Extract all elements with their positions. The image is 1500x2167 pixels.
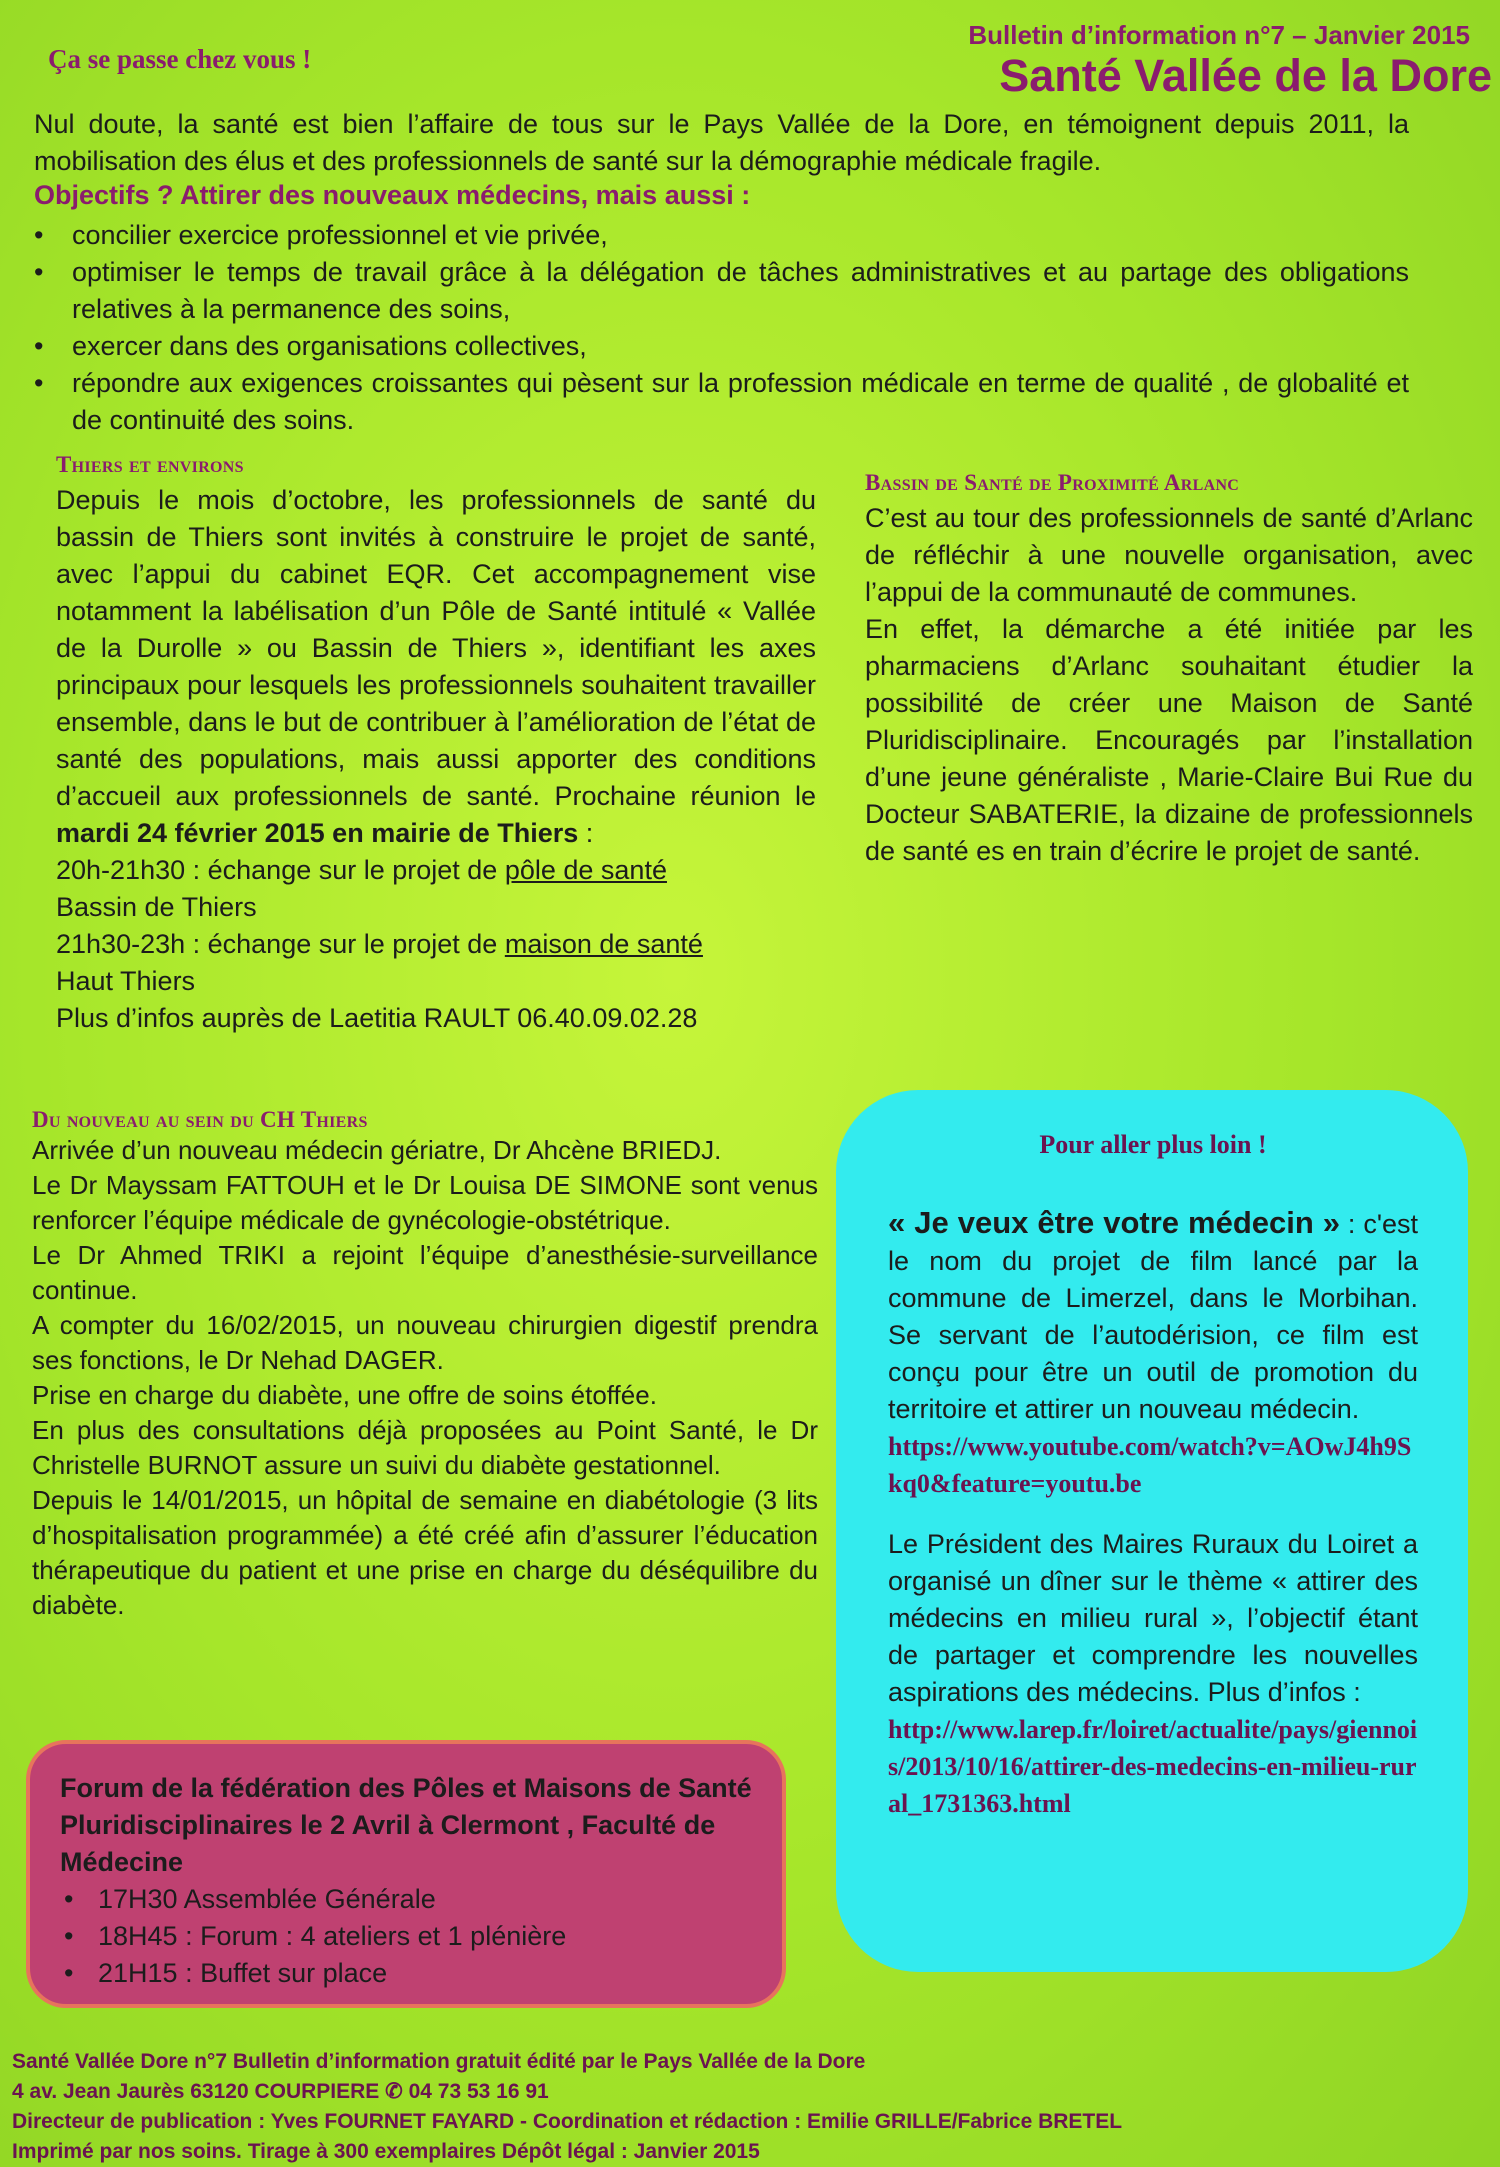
intro-text: Nul doute, la santé est bien l’affaire de tous sur le Pays Vallée de la Dore, en témoignent depuis 2011, la mobilisation des élus et des professionnels de santé sur la démographie médicale fragile. [34,109,1409,176]
footer-line: 4 av. Jean Jaurès 63120 COURPIERE ✆ 04 73 53 16 91 [12,2080,549,2103]
larep-link[interactable]: http://www.larep.fr/loiret/actualite/pays/giennois/2013/10/16/attirer-des-medecins-en-milieu-rural_1731363.html [888,1715,1418,1818]
maison-sante-link[interactable]: maison de santé [504,929,703,959]
ch-paragraph: Le Dr Ahmed TRIKI a rejoint l’équipe d’anesthésie-surveillance continue. [32,1240,818,1305]
thiers-section [56,452,816,1037]
list-item: • répondre aux exigences croissantes qui pèsent sur la profession médicale en terme de qualité , de globalité et de continuité des soins. [34,365,1409,439]
objectives-list [34,217,1409,439]
bulletin-info: Bulletin d’information n°7 – Janvier 2015 [968,20,1470,50]
film-text: : c'est le nom du projet de film lancé par la commune de Limerzel, dans le Morbihan. Se servant de l’autodérision, ce film est conçu pour être un outil de promotion du territoire et attirer un nouveau médecin. [888,1209,1418,1424]
slot1-prefix: 20h-21h30 : échange sur le projet de [56,855,505,885]
meeting-date: mardi 24 février 2015 en mairie de Thiers [56,818,579,848]
further-info-box [836,1090,1468,1972]
list-item: • 17H30 Assemblée Générale [60,1881,752,1918]
ch-paragraph: Depuis le 14/01/2015, un hôpital de semaine en diabétologie (3 lits d’hospitalisation programmée) a été créé afin d’assurer l’éducation thérapeutique du patient et une prise en charge du déséquilibre du diabète. [32,1485,818,1620]
thiers-body [56,482,816,852]
meeting-slot-1 [56,852,816,926]
further-title: Pour aller plus loin ! [1039,1130,1267,1159]
ch-paragraph: Arrivée d’un nouveau médecin gériatre, Dr Ahcène BRIEDJ. [32,1135,722,1165]
list-item: • 18H45 : Forum : 4 ateliers et 1 plénière [60,1918,752,1955]
ch-paragraph: Le Dr Mayssam FATTOUH et le Dr Louisa DE SIMONE sont venus renforcer l’équipe médicale de gynécologie-obstétrique. [32,1170,818,1235]
tagline: Ça se passe chez vous ! [48,44,312,74]
slot1-suffix: Bassin de Thiers [56,892,257,922]
meeting-colon: : [578,818,594,848]
ch-paragraph: Prise en charge du diabète, une offre de soins étoffée. [32,1380,657,1410]
list-item: • 21H15 : Buffet sur place [60,1955,752,1992]
pole-sante-link[interactable]: pôle de santé [504,855,667,885]
objectives-title: Objectifs ? Attirer des nouveaux médecins, mais aussi : [34,180,751,210]
meeting-slot-2 [56,926,816,1000]
thiers-contact: Plus d’infos auprès de Laetitia RAULT 06.40.09.02.28 [56,1003,698,1033]
list-item: • exercer dans des organisations collectives, [34,328,1409,365]
forum-schedule [60,1881,752,1992]
ch-paragraph: En plus des consultations déjà proposées au Point Santé, le Dr Christelle BURNOT assure un suivi du diabète gestationnel. [32,1415,818,1480]
dinner-paragraph: Le Président des Maires Ruraux du Loiret a organisé un dîner sur le thème « attirer des médecins en milieu rural », l’objectif étant de partager et comprendre les nouvelles aspirations des médecins. Plus d’infos : [888,1529,1418,1707]
footer-line: Imprimé par nos soins. Tirage à 300 exemplaires Dépôt légal : Janvier 2015 [12,2140,760,2163]
page-title: Santé Vallée de la Dore [999,50,1492,101]
youtube-link[interactable]: https://www.youtube.com/watch?v=AOwJ4h9Skq0&feature=youtu.be [888,1432,1412,1498]
arlanc-paragraph-1: C’est au tour des professionnels de santé d’Arlanc de réfléchir à une nouvelle organisation, avec l’appui de la communauté de communes. [865,503,1473,607]
film-paragraph [888,1204,1418,1428]
footer-line: Santé Vallée Dore n°7 Bulletin d’information gratuit édité par le Pays Vallée de la Dore [12,2050,866,2073]
list-item: • optimiser le temps de travail grâce à la délégation de tâches administratives et au partage des obligations relatives à la permanence des soins, [34,254,1409,328]
film-quote: « Je veux être votre médecin » [888,1205,1341,1240]
ch-thiers-section [32,1107,818,1623]
section-title-arlanc: Bassin de Santé de Proximité Arlanc [865,470,1240,495]
forum-title: Forum de la fédération des Pôles et Maisons de Santé Pluridisciplinaires le 2 Avril à Clermont , Faculté de Médecine [60,1773,752,1877]
arlanc-paragraph-2: En effet, la démarche a été initiée par les pharmaciens d’Arlanc souhaitant étudier la possibilité de créer une Maison de Santé Pluridisciplinaire. Encouragés par l’installation d’une jeune généraliste , Marie-Claire Bui Rue du Docteur SABATERIE, la dizaine de professionnels de santé es en train d’écrire le projet de santé. [865,614,1473,866]
thiers-body-text: Depuis le mois d’octobre, les professionnels de santé du bassin de Thiers sont invités à construire le projet de santé, avec l’appui du cabinet EQR. Cet accompagnement vise notamment la labélisation d’un Pôle de Santé intitulé « Vallée de la Durolle » ou Bassin de Thiers », identifiant les axes principaux pour lesquels les professionnels souhaitent travailler ensemble, dans le but de contribuer à l’amélioration de l’état de santé des populations, mais aussi apporter des conditions d’accueil aux professionnels de santé. Prochaine réunion le [56,485,816,811]
section-title-ch: Du nouveau au sein du CH Thiers [32,1107,368,1132]
slot2-suffix: Haut Thiers [56,966,196,996]
slot2-prefix: 21h30-23h : échange sur le projet de [56,929,505,959]
list-item: • concilier exercice professionnel et vie privée, [34,217,1409,254]
arlanc-section [865,470,1473,870]
footer [12,2047,1122,2167]
footer-line: Directeur de publication : Yves FOURNET FAYARD - Coordination et rédaction : Emilie GRILLE/Fabrice BRETEL [12,2110,1123,2133]
section-title-thiers: Thiers et environs [56,452,244,477]
forum-box [26,1740,786,2008]
ch-paragraph: A compter du 16/02/2015, un nouveau chirurgien digestif prendra ses fonctions, le Dr Nehad DAGER. [32,1310,818,1375]
